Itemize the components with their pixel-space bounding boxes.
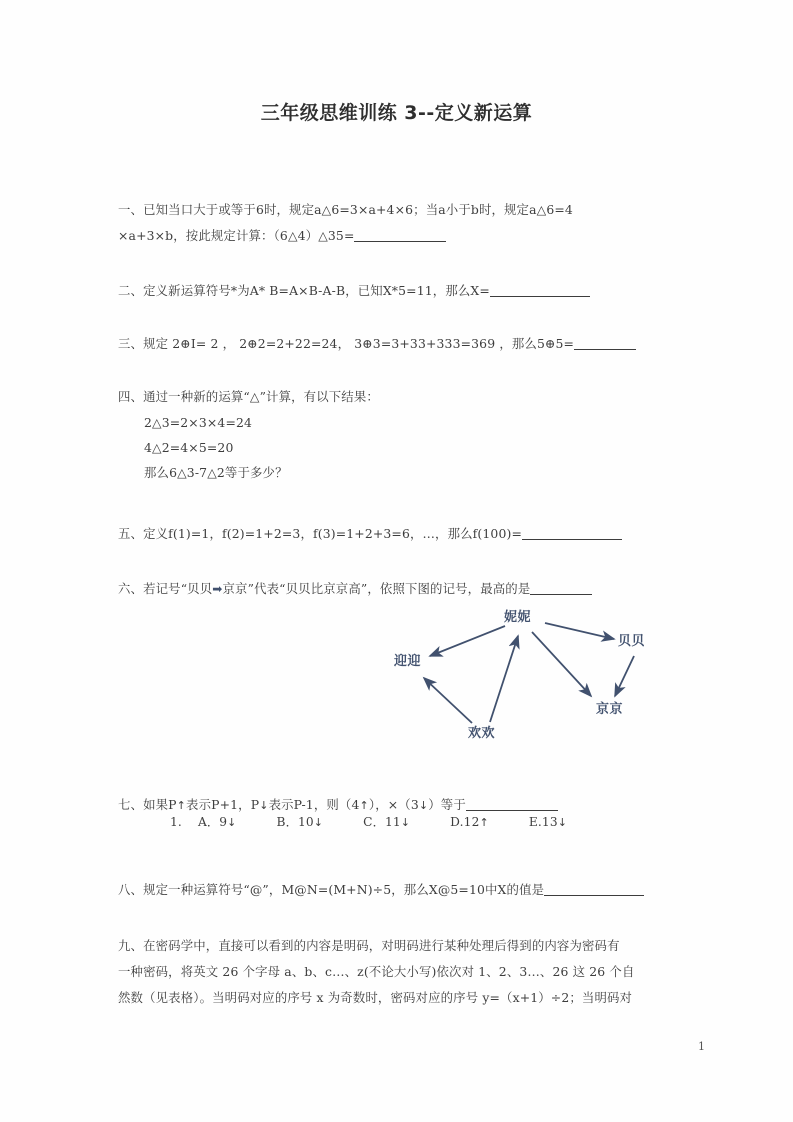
- question-7-part-b: 表示P+1，P: [186, 797, 260, 812]
- question-9-line-2: 一种密码，将英文 26 个字母 a、b、c…、z(不论大小写)依次对 1、2、3…、26 这 26 个自: [118, 964, 635, 979]
- edge-nini-yingying: [430, 626, 505, 656]
- option-a-label: A．9: [197, 815, 228, 829]
- question-3: [118, 331, 676, 357]
- option-c-label: C．11: [363, 815, 401, 829]
- question-1-line-2: ×a+3×b，按此规定计算：（6△4）△35=: [118, 228, 355, 243]
- question-3-line-1: 三、规定 2⊕I= 2 ， 2⊕2=2+22=24， 3⊕3=3+33+333=369 ，那么5⊕5=: [118, 336, 575, 351]
- down-arrow-icon-b: ↓: [313, 816, 324, 829]
- down-arrow-icon-1: ↓: [259, 799, 269, 812]
- question-4-line-4: 那么6△3-7△2等于多少？: [144, 465, 288, 480]
- question-9: [118, 933, 676, 1011]
- diagram-arrows: [372, 604, 672, 756]
- edge-beibei-jingjing: [615, 656, 634, 696]
- question-7-options: [118, 813, 728, 830]
- answer-blank-q7[interactable]: [466, 797, 558, 811]
- answer-blank-q1[interactable]: [354, 228, 446, 242]
- question-7-part-c: 表示P-1，则（4: [268, 797, 360, 812]
- answer-blank-q2[interactable]: [490, 283, 590, 297]
- question-6-prefix: 六、若记号“贝贝: [118, 581, 213, 596]
- edge-nini-beibei: [545, 623, 614, 639]
- diagram-node-yingying: 迎迎: [394, 654, 422, 669]
- question-4-line-1: 四、通过一种新的运算“△”计算，有以下结果：: [118, 389, 379, 404]
- answer-blank-q3[interactable]: [574, 336, 636, 350]
- down-arrow-icon-e: ↓: [557, 816, 568, 829]
- question-8-line-1: 八、规定一种运算符号“@”，M@N=(M+N)÷5，那么X@5=10中X的值是: [118, 882, 545, 897]
- question-5-line-1: 五、定义f(1)=1，f(2)=1+2=3，f(3)=1+2+3=6，…，那么f(100)=: [118, 526, 523, 541]
- diagram-node-jingjing: 京京: [596, 702, 624, 717]
- question-2-line-1: 二、定义新运算符号*为A* B=A×B-A-B，已知X*5=11，那么X=: [118, 283, 490, 298]
- question-7-part-e: ）等于: [428, 797, 466, 812]
- question-4-line-2: 2△3=2×3×4=24: [144, 415, 253, 430]
- option-e-label: E.13: [528, 815, 558, 829]
- up-arrow-icon-d: ↑: [479, 816, 489, 829]
- answer-blank-q6[interactable]: [530, 581, 592, 595]
- question-1-line-1: 一、已知当口大于或等于6时，规定a△6=3×a+4×6；当a小于b时，规定a△6=4: [118, 202, 573, 217]
- edge-nini-jingjing: [532, 632, 591, 696]
- down-arrow-icon-2: ↓: [418, 799, 429, 812]
- question-1: [118, 197, 676, 249]
- answer-blank-q8[interactable]: [544, 882, 644, 896]
- question-2: [118, 278, 676, 304]
- diagram-node-nini: 妮妮: [504, 610, 532, 625]
- page-title: 三年级思维训练 3--定义新运算: [260, 102, 533, 124]
- question-4-line-3: 4△2=4×5=20: [144, 440, 234, 455]
- diagram-node-huanhuan: 欢欢: [468, 726, 496, 741]
- down-arrow-icon-c: ↓: [400, 816, 411, 829]
- up-arrow-icon-2: ↑: [359, 799, 369, 812]
- option-b-label: B．10: [276, 815, 314, 829]
- option-a[interactable]: [198, 813, 237, 830]
- edge-huanhuan-nini: [490, 636, 518, 722]
- right-arrow-icon: ➡: [212, 582, 223, 596]
- question-9-line-1: 九、在密码学中，直接可以看到的内容是明码，对明码进行某种处理后得到的内容为密码有: [118, 938, 620, 953]
- question-4: [118, 384, 676, 485]
- question-7-part-a: 七、如果P: [118, 797, 177, 812]
- up-arrow-icon-1: ↑: [176, 799, 187, 812]
- question-7-part-d: ），×（3: [368, 797, 419, 812]
- option-list-number: 1.: [170, 815, 182, 829]
- diagram-node-beibei: 贝贝: [618, 634, 646, 649]
- question-6-middle: 京京”代表“贝贝比京京高”，依照下图的记号，最高的是: [222, 581, 531, 596]
- option-c[interactable]: [363, 813, 410, 830]
- option-e[interactable]: [529, 815, 567, 829]
- question-5: [118, 521, 676, 547]
- answer-blank-q5[interactable]: [522, 526, 622, 540]
- option-d-label: D.12: [450, 815, 480, 829]
- option-b[interactable]: [277, 813, 324, 830]
- page-number: 1: [698, 1040, 705, 1053]
- edge-huanhuan-yingying: [424, 678, 472, 723]
- question-6: [118, 576, 676, 602]
- comparison-diagram: [372, 604, 672, 756]
- question-8: [118, 877, 676, 903]
- option-d[interactable]: [450, 815, 489, 829]
- down-arrow-icon-a: ↓: [227, 816, 237, 829]
- question-9-line-3: 然数（见表格）。当明码对应的序号 x 为奇数时，密码对应的序号 y=（x+1）÷2；当明码对: [118, 990, 633, 1005]
